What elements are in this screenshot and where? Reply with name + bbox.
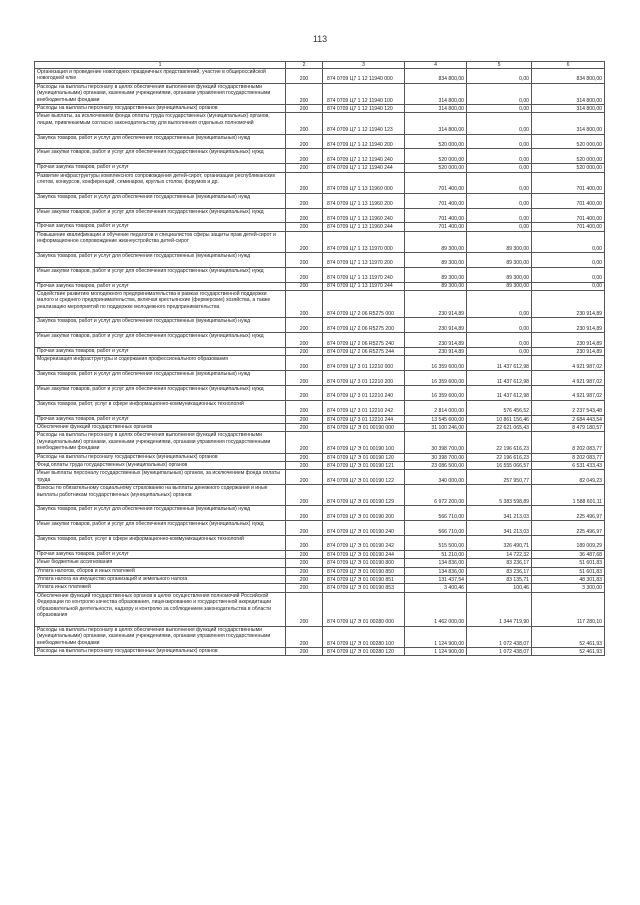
row-code: 874 0709 Ц7 Э 01 00190 122 <box>323 470 405 485</box>
row-col-6: 230 914,89 <box>532 290 605 318</box>
table-row <box>35 231 605 252</box>
row-kvr: 200 <box>286 567 323 575</box>
row-name: Закупка товаров, работ и услуг для обеспечения государственных (муниципальных) нужд <box>35 134 286 149</box>
row-col-6: 314 800,00 <box>532 104 605 112</box>
row-col-6: 225 496,97 <box>532 506 605 521</box>
row-code: 874 0709 Ц7 Э 01 00280 000 <box>323 592 405 626</box>
table-row <box>35 415 605 423</box>
table-row <box>35 470 605 485</box>
row-name: Прочая закупка товаров, работ и услуг <box>35 348 286 356</box>
row-col-5: 0,00 <box>467 290 532 318</box>
row-col-6: 36 487,68 <box>532 550 605 558</box>
row-code: 874 0709 Ц7 Э 01 00190 120 <box>323 453 405 461</box>
table-row <box>35 592 605 626</box>
row-code: 874 0709 Ц7 1 13 11970 000 <box>323 231 405 252</box>
row-code: 874 0709 Ц7 1 12 11940 244 <box>323 164 405 172</box>
row-col-4: 1 124 900,00 <box>405 626 467 647</box>
row-name: Прочая закупка товаров, работ и услуг <box>35 415 286 423</box>
row-col-4: 566 710,00 <box>405 521 467 536</box>
row-col-6: 520 000,00 <box>532 164 605 172</box>
row-kvr: 200 <box>286 282 323 290</box>
row-col-5: 0,00 <box>467 223 532 231</box>
table-row <box>35 453 605 461</box>
row-col-6: 6 531 433,43 <box>532 462 605 470</box>
row-col-6: 51 601,83 <box>532 567 605 575</box>
row-code: 874 0709 Ц7 1 12 11940 123 <box>323 113 405 134</box>
row-col-5: 11 437 612,98 <box>467 356 532 371</box>
row-col-4: 16 359 600,00 <box>405 371 467 386</box>
row-kvr: 200 <box>286 356 323 371</box>
row-code: 874 0709 Ц7 1 13 11960 244 <box>323 223 405 231</box>
row-col-5: 22 196 616,23 <box>467 453 532 461</box>
table-row <box>35 647 605 655</box>
header-col-1: 1 <box>35 62 286 69</box>
row-col-5: 1 072 438,07 <box>467 626 532 647</box>
row-col-6: 8 202 083,77 <box>532 432 605 453</box>
row-col-6: 1 588 601,11 <box>532 485 605 506</box>
row-col-4: 314 800,00 <box>405 113 467 134</box>
row-col-6: 230 914,89 <box>532 318 605 333</box>
row-code: 874 0709 Ц7 Э 01 00280 100 <box>323 626 405 647</box>
row-col-5: 10 861 156,46 <box>467 415 532 423</box>
row-kvr: 200 <box>286 521 323 536</box>
page-number: 113 <box>312 34 328 44</box>
row-col-6: 52 461,93 <box>532 647 605 655</box>
row-code: 874 0709 Ц7 1 12 11940 200 <box>323 134 405 149</box>
row-col-4: 131 437,54 <box>405 575 467 583</box>
row-kvr: 200 <box>286 348 323 356</box>
row-col-4: 134 836,00 <box>405 559 467 567</box>
row-code: 874 0709 Ц7 Э 01 00190 121 <box>323 462 405 470</box>
row-col-4: 13 545 600,00 <box>405 415 467 423</box>
row-col-6: 0,00 <box>532 282 605 290</box>
table-row <box>35 83 605 104</box>
table-row <box>35 559 605 567</box>
table-row <box>35 252 605 267</box>
row-code: 874 0709 Ц7 1 13 11970 200 <box>323 252 405 267</box>
row-code: 874 0709 Ц7 Э 01 00190 850 <box>323 567 405 575</box>
row-col-4: 515 500,00 <box>405 535 467 550</box>
row-name: Развитие инфраструктуры комплексного сопровождения детей-сирот, организация республиканских слетов, конкурсов, конференций, семинаров, круглых столов, форумов и др. <box>35 172 286 193</box>
row-kvr: 200 <box>286 149 323 164</box>
row-kvr: 200 <box>286 193 323 208</box>
row-name: Расходы на выплаты персоналу в целях обеспечения выполнения функций государственными (муниципальными) органами, казенными учреждениями, органами управления государственными внебюджетными фондами <box>35 432 286 453</box>
row-col-5: 16 555 066,57 <box>467 462 532 470</box>
row-code: 874 0709 Ц7 2 06 R5275 000 <box>323 290 405 318</box>
row-code: 874 0709 Ц7 1 13 11970 240 <box>323 267 405 282</box>
row-kvr: 200 <box>286 485 323 506</box>
row-col-6: 834 800,00 <box>532 69 605 84</box>
row-col-5: 0,00 <box>467 333 532 348</box>
row-name: Иные закупки товаров, работ и услуг для обеспечения государственных (муниципальных) нужд <box>35 386 286 401</box>
row-col-4: 230 914,89 <box>405 348 467 356</box>
row-kvr: 200 <box>286 252 323 267</box>
row-col-5: 5 383 598,89 <box>467 485 532 506</box>
row-code: 874 0709 Ц7 2 06 R5275 200 <box>323 318 405 333</box>
row-col-5: 83 135,71 <box>467 575 532 583</box>
row-name: Закупка товаров, работ и услуг для обеспечения государственных (муниципальных) нужд <box>35 193 286 208</box>
row-col-4: 520 000,00 <box>405 134 467 149</box>
row-col-4: 230 914,89 <box>405 333 467 348</box>
row-kvr: 200 <box>286 575 323 583</box>
row-code: 874 0709 Ц7 Э 01 00190 242 <box>323 535 405 550</box>
table-row <box>35 550 605 558</box>
row-name: Иные выплаты, за исключением фонда оплаты труда государственных (муниципальных) органов, лицам, привлекаемым согласно законодательству для выполнения отдельных полномочий <box>35 113 286 134</box>
table-row <box>35 333 605 348</box>
row-col-4: 3 400,46 <box>405 584 467 592</box>
row-name: Расходы на выплаты персоналу в целях обеспечения выполнения функций государственными (муниципальными) органами, казенными учреждениями, органами управления государственными внебюджетными фондами <box>35 83 286 104</box>
row-col-4: 340 000,00 <box>405 470 467 485</box>
row-code: 874 0709 Ц7 3 01 12210 244 <box>323 415 405 423</box>
table-row <box>35 318 605 333</box>
row-col-5: 89 300,00 <box>467 231 532 252</box>
row-code: 874 0709 Ц7 Э 01 00190 240 <box>323 521 405 536</box>
row-col-6: 51 601,83 <box>532 559 605 567</box>
row-code: 874 0709 Ц7 1 12 11940 120 <box>323 104 405 112</box>
table-row <box>35 485 605 506</box>
row-name: Иные закупки товаров, работ и услуг для обеспечения государственных (муниципальных) нужд <box>35 333 286 348</box>
row-col-5: 0,00 <box>467 149 532 164</box>
row-col-5: 89 300,00 <box>467 267 532 282</box>
row-name: Прочая закупка товаров, работ и услуг <box>35 223 286 231</box>
row-kvr: 200 <box>286 462 323 470</box>
row-kvr: 200 <box>286 584 323 592</box>
table-row <box>35 521 605 536</box>
row-col-5: 326 490,71 <box>467 535 532 550</box>
row-col-6: 314 800,00 <box>532 113 605 134</box>
row-name: Взносы по обязательному социальному страхованию на выплаты денежного содержания и иные выплаты работникам государственных (муниципальных) органов <box>35 485 286 506</box>
row-name: Содействие развитию молодежного предпринимательства в рамках государственной поддержки малого и среднего предпринимательства, включая крестьянские (фермерские) хозяйства, а также реализацию мероприятий по поддержке молодежного предпринимательства <box>35 290 286 318</box>
row-kvr: 200 <box>286 267 323 282</box>
row-name: Уплата налогов, сборов и иных платежей <box>35 567 286 575</box>
row-col-5: 0,00 <box>467 193 532 208</box>
row-name: Расходы на выплаты персоналу государственных (муниципальных) органов <box>35 453 286 461</box>
row-name: Закупка товаров, работ и услуг для обеспечения государственных (муниципальных) нужд <box>35 506 286 521</box>
row-col-6: 4 921 987,02 <box>532 386 605 401</box>
table-row <box>35 356 605 371</box>
row-col-6: 701 400,00 <box>532 223 605 231</box>
row-col-4: 314 800,00 <box>405 104 467 112</box>
row-kvr: 200 <box>286 550 323 558</box>
row-name: Иные выплаты персоналу государственных (муниципальных) органов, за исключением фонда оплаты труда <box>35 470 286 485</box>
row-col-4: 89 300,00 <box>405 252 467 267</box>
table-row <box>35 567 605 575</box>
row-name: Иные закупки товаров, работ и услуг для обеспечения государственных (муниципальных) нужд <box>35 208 286 223</box>
row-col-4: 520 000,00 <box>405 164 467 172</box>
row-col-6: 701 400,00 <box>532 172 605 193</box>
row-col-4: 834 800,00 <box>405 69 467 84</box>
row-col-5: 0,00 <box>467 208 532 223</box>
row-col-4: 314 800,00 <box>405 83 467 104</box>
row-code: 874 0709 Ц7 3 01 12210 200 <box>323 371 405 386</box>
row-name: Повышение квалификации и обучение педагогов и специалистов сферы защиты прав детей-сирот и информационное сопровождение жизнеустройства детей-сирот <box>35 231 286 252</box>
header-col-6: 6 <box>532 62 605 69</box>
row-name: Закупка товаров, работ и услуг для обеспечения государственных (муниципальных) нужд <box>35 371 286 386</box>
row-name: Иные закупки товаров, работ и услуг для обеспечения государственных (муниципальных) нужд <box>35 521 286 536</box>
row-col-5: 0,00 <box>467 83 532 104</box>
table-row <box>35 584 605 592</box>
table-header-row <box>35 62 605 69</box>
row-col-5: 22 621 065,43 <box>467 424 532 432</box>
row-name: Закупка товаров, работ и услуг для обеспечения государственных (муниципальных) нужд <box>35 252 286 267</box>
row-name: Закупка товаров, работ, услуг в сфере информационно-коммуникационных технологий <box>35 535 286 550</box>
row-col-6: 230 914,89 <box>532 333 605 348</box>
row-col-6: 225 496,97 <box>532 521 605 536</box>
table-row <box>35 149 605 164</box>
row-name: Прочая закупка товаров, работ и услуг <box>35 282 286 290</box>
row-name: Расходы на выплаты персоналу государственных (муниципальных) органов <box>35 647 286 655</box>
table-row <box>35 193 605 208</box>
table-row <box>35 424 605 432</box>
row-col-4: 230 914,89 <box>405 290 467 318</box>
row-col-6: 117 280,10 <box>532 592 605 626</box>
row-kvr: 200 <box>286 626 323 647</box>
row-kvr: 200 <box>286 208 323 223</box>
row-kvr: 200 <box>286 371 323 386</box>
row-code: 874 0709 Ц7 3 01 12210 000 <box>323 356 405 371</box>
row-kvr: 200 <box>286 134 323 149</box>
row-col-6: 52 461,93 <box>532 626 605 647</box>
row-col-5: 0,00 <box>467 69 532 84</box>
row-col-4: 51 210,00 <box>405 550 467 558</box>
row-col-4: 701 400,00 <box>405 193 467 208</box>
row-kvr: 200 <box>286 432 323 453</box>
row-col-4: 520 000,00 <box>405 149 467 164</box>
row-name: Расходы на выплаты персоналу государственных (муниципальных) органов <box>35 104 286 112</box>
row-kvr: 200 <box>286 535 323 550</box>
row-name: Закупка товаров, работ, услуг в сфере информационно-коммуникационных технологий <box>35 400 286 415</box>
row-code: 874 0709 Ц7 Э 01 00190 129 <box>323 485 405 506</box>
row-col-5: 0,00 <box>467 164 532 172</box>
row-col-4: 89 300,00 <box>405 282 467 290</box>
table-row <box>35 400 605 415</box>
row-name: Прочая закупка товаров, работ и услуг <box>35 164 286 172</box>
row-col-5: 83 236,17 <box>467 567 532 575</box>
table-row <box>35 371 605 386</box>
header-col-3: 3 <box>323 62 405 69</box>
row-col-6: 0,00 <box>532 267 605 282</box>
row-name: Иные закупки товаров, работ и услуг для обеспечения государственных (муниципальных) нужд <box>35 149 286 164</box>
row-kvr: 200 <box>286 592 323 626</box>
row-code: 874 0709 Ц7 1 13 11960 200 <box>323 193 405 208</box>
row-col-6: 0,00 <box>532 231 605 252</box>
table-row <box>35 386 605 401</box>
row-kvr: 200 <box>286 424 323 432</box>
row-kvr: 200 <box>286 113 323 134</box>
row-code: 874 0709 Ц7 Э 01 00190 851 <box>323 575 405 583</box>
row-code: 874 0709 Ц7 Э 01 00190 244 <box>323 550 405 558</box>
row-kvr: 200 <box>286 647 323 655</box>
header-col-4: 4 <box>405 62 467 69</box>
table-row <box>35 164 605 172</box>
row-col-6: 701 400,00 <box>532 208 605 223</box>
row-col-5: 0,00 <box>467 134 532 149</box>
table-row <box>35 267 605 282</box>
row-col-6: 520 000,00 <box>532 134 605 149</box>
row-col-5: 0,00 <box>467 172 532 193</box>
table-row <box>35 104 605 112</box>
budget-table-container <box>34 61 604 656</box>
row-col-4: 30 398 700,00 <box>405 453 467 461</box>
table-row <box>35 282 605 290</box>
table-row <box>35 113 605 134</box>
row-name: Иные закупки товаров, работ и услуг для обеспечения государственных (муниципальных) нужд <box>35 267 286 282</box>
row-col-4: 1 124 900,00 <box>405 647 467 655</box>
row-kvr: 200 <box>286 318 323 333</box>
table-row <box>35 462 605 470</box>
row-col-6: 2 237 543,48 <box>532 400 605 415</box>
row-kvr: 200 <box>286 69 323 84</box>
table-row <box>35 223 605 231</box>
row-name: Модернизация инфраструктуры и содержания профессионального образования <box>35 356 286 371</box>
row-code: 874 0709 Ц7 1 12 11940 000 <box>323 69 405 84</box>
row-name: Обеспечение функций государственных органов в целях осуществления полномочий Российской Федерации по контролю качества образования, лицензированию и государственной аккредитации образовательной деятельности, надзору и контролю за соблюдением законодательства в области образования <box>35 592 286 626</box>
table-row <box>35 626 605 647</box>
row-name: Организация и проведение новогодних праздничных представлений, участие в общероссийской новогодней елке <box>35 69 286 84</box>
table-row <box>35 290 605 318</box>
row-code: 874 0709 Ц7 1 13 11960 000 <box>323 172 405 193</box>
row-kvr: 200 <box>286 415 323 423</box>
row-kvr: 200 <box>286 453 323 461</box>
row-kvr: 200 <box>286 470 323 485</box>
table-row <box>35 134 605 149</box>
row-col-4: 566 710,00 <box>405 506 467 521</box>
table-row <box>35 506 605 521</box>
row-col-5: 100,46 <box>467 584 532 592</box>
row-name: Уплата налога на имущество организаций и земельного налога <box>35 575 286 583</box>
row-col-6: 701 400,00 <box>532 193 605 208</box>
row-code: 874 0709 Ц7 Э 01 00190 000 <box>323 424 405 432</box>
row-name: Обеспечение функций государственных органов <box>35 424 286 432</box>
row-code: 874 0709 Ц7 1 12 11940 240 <box>323 149 405 164</box>
row-kvr: 200 <box>286 333 323 348</box>
row-col-4: 701 400,00 <box>405 223 467 231</box>
row-col-4: 6 972 200,00 <box>405 485 467 506</box>
row-col-6: 8 202 083,77 <box>532 453 605 461</box>
row-col-4: 134 836,00 <box>405 567 467 575</box>
row-name: Фонд оплаты труда государственных (муниципальных) органов <box>35 462 286 470</box>
row-col-4: 30 398 700,00 <box>405 432 467 453</box>
row-col-5: 576 456,52 <box>467 400 532 415</box>
table-row <box>35 432 605 453</box>
row-col-5: 11 437 612,98 <box>467 386 532 401</box>
row-col-6: 4 921 987,02 <box>532 371 605 386</box>
row-col-5: 257 950,77 <box>467 470 532 485</box>
row-col-6: 189 009,29 <box>532 535 605 550</box>
row-col-4: 23 086 500,00 <box>405 462 467 470</box>
row-col-4: 89 300,00 <box>405 231 467 252</box>
row-col-5: 89 300,00 <box>467 282 532 290</box>
row-kvr: 200 <box>286 223 323 231</box>
row-code: 874 0709 Ц7 Э 01 00190 200 <box>323 506 405 521</box>
row-kvr: 200 <box>286 231 323 252</box>
row-col-5: 0,00 <box>467 318 532 333</box>
row-kvr: 200 <box>286 386 323 401</box>
row-code: 874 0709 Ц7 1 13 11960 240 <box>323 208 405 223</box>
row-kvr: 200 <box>286 290 323 318</box>
budget-table <box>34 61 605 656</box>
table-row <box>35 575 605 583</box>
row-col-5: 0,00 <box>467 104 532 112</box>
row-code: 874 0709 Ц7 3 01 12210 240 <box>323 386 405 401</box>
row-col-5: 22 196 616,23 <box>467 432 532 453</box>
table-row <box>35 69 605 84</box>
row-code: 874 0709 Ц7 1 12 11940 100 <box>323 83 405 104</box>
row-name: Иные бюджетные ассигнования <box>35 559 286 567</box>
row-col-4: 701 400,00 <box>405 208 467 223</box>
row-code: 874 0709 Ц7 3 01 12210 242 <box>323 400 405 415</box>
row-code: 874 0709 Ц7 2 06 R5275 240 <box>323 333 405 348</box>
row-code: 874 0709 Ц7 2 06 R5275 244 <box>323 348 405 356</box>
row-col-5: 0,00 <box>467 348 532 356</box>
row-col-4: 701 400,00 <box>405 172 467 193</box>
row-col-5: 1 344 719,90 <box>467 592 532 626</box>
row-col-6: 520 000,00 <box>532 149 605 164</box>
row-name: Прочая закупка товаров, работ и услуг <box>35 550 286 558</box>
row-col-4: 31 100 246,00 <box>405 424 467 432</box>
row-col-5: 83 236,17 <box>467 559 532 567</box>
row-code: 874 0709 Ц7 Э 01 00190 800 <box>323 559 405 567</box>
row-col-5: 341 213,03 <box>467 506 532 521</box>
row-col-6: 0,00 <box>532 252 605 267</box>
row-col-4: 16 359 600,00 <box>405 356 467 371</box>
row-col-5: 89 300,00 <box>467 252 532 267</box>
row-col-4: 89 300,00 <box>405 267 467 282</box>
row-kvr: 200 <box>286 559 323 567</box>
row-kvr: 200 <box>286 506 323 521</box>
row-col-6: 3 300,00 <box>532 584 605 592</box>
row-kvr: 200 <box>286 400 323 415</box>
row-col-4: 1 462 000,00 <box>405 592 467 626</box>
row-code: 874 0709 Ц7 Э 01 00190 100 <box>323 432 405 453</box>
header-col-5: 5 <box>467 62 532 69</box>
row-col-6: 2 684 443,54 <box>532 415 605 423</box>
row-col-4: 230 914,89 <box>405 318 467 333</box>
row-kvr: 200 <box>286 104 323 112</box>
row-kvr: 200 <box>286 164 323 172</box>
table-row <box>35 208 605 223</box>
row-col-5: 341 213,03 <box>467 521 532 536</box>
row-col-4: 16 359 600,00 <box>405 386 467 401</box>
row-name: Расходы на выплаты персоналу в целях обеспечения выполнения функций государственными (муниципальными) органами, казенными учреждениями, органами управления государственными внебюджетными фондами <box>35 626 286 647</box>
row-col-5: 14 722,32 <box>467 550 532 558</box>
row-code: 874 0709 Ц7 Э 01 00190 853 <box>323 584 405 592</box>
row-col-5: 11 437 612,98 <box>467 371 532 386</box>
row-kvr: 200 <box>286 83 323 104</box>
row-col-6: 314 800,00 <box>532 83 605 104</box>
header-col-2: 2 <box>286 62 323 69</box>
row-col-6: 48 301,83 <box>532 575 605 583</box>
row-name: Закупка товаров, работ и услуг для обеспечения государственных (муниципальных) нужд <box>35 318 286 333</box>
row-col-6: 4 921 987,02 <box>532 356 605 371</box>
row-col-4: 2 814 000,00 <box>405 400 467 415</box>
row-code: 874 0709 Ц7 1 13 11970 244 <box>323 282 405 290</box>
table-row <box>35 348 605 356</box>
row-col-5: 1 072 438,07 <box>467 647 532 655</box>
row-col-6: 82 049,23 <box>532 470 605 485</box>
row-col-5: 0,00 <box>467 113 532 134</box>
table-row <box>35 172 605 193</box>
row-col-6: 230 914,89 <box>532 348 605 356</box>
table-body <box>35 69 605 656</box>
row-code: 874 0709 Ц7 Э 01 00280 120 <box>323 647 405 655</box>
row-col-6: 8 479 180,57 <box>532 424 605 432</box>
row-kvr: 200 <box>286 172 323 193</box>
row-name: Уплата иных платежей <box>35 584 286 592</box>
table-row <box>35 535 605 550</box>
